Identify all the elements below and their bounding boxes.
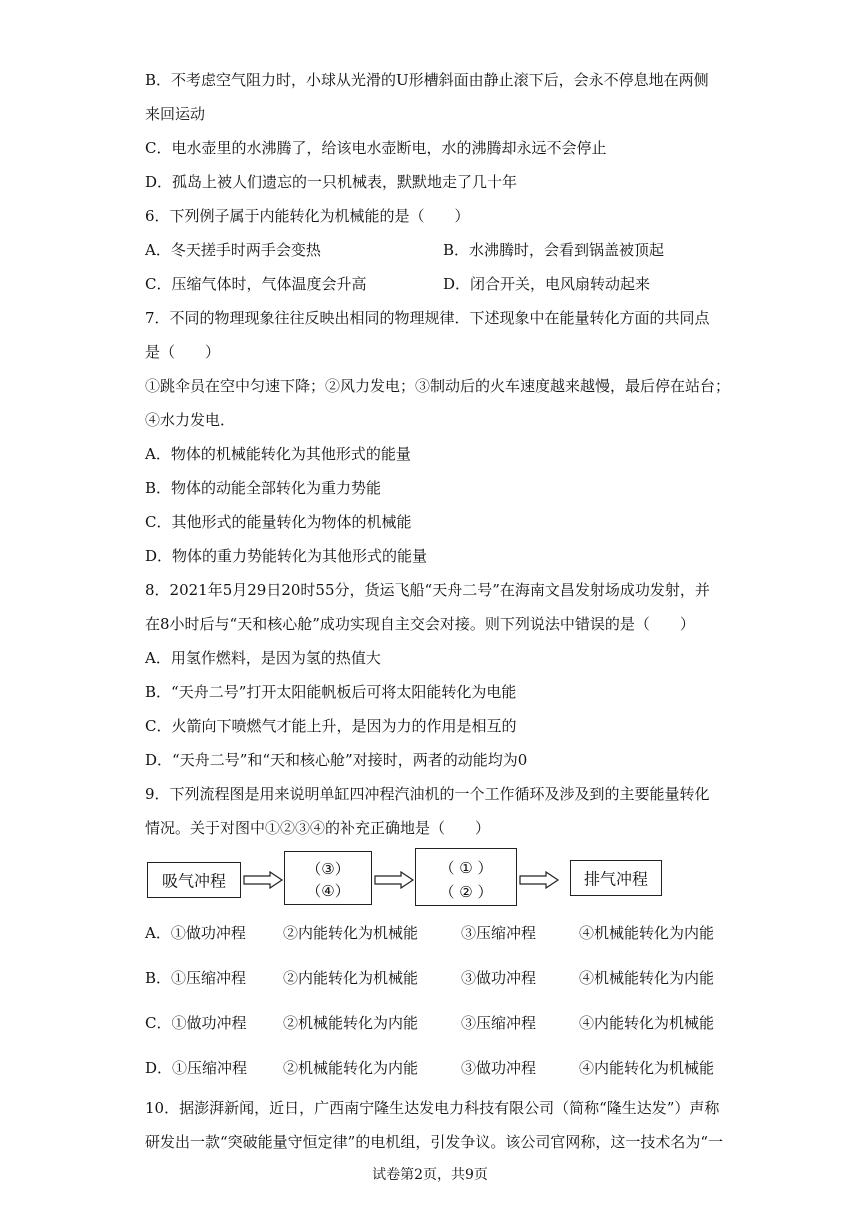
q7-option-c: C．其他形式的能量转化为物体的机械能 xyxy=(145,513,412,531)
q5-option-c: C．电水壶里的水沸腾了，给该电水壶断电，水的沸腾却永远不会停止 xyxy=(145,139,607,157)
q10-stem-line2: 研发出一款“突破能量守恒定律”的电机组，引发争议。该公司官网称，这一技术名为“一 xyxy=(145,1133,724,1151)
page-footer: 试卷第2页，共9页 xyxy=(372,1167,488,1183)
flow-box-exhaust-label: 排气冲程 xyxy=(583,869,648,889)
q9-option-d-1: D．①压缩冲程 xyxy=(145,1059,248,1077)
q9-option-c-1: C．①做功冲程 xyxy=(145,1014,247,1032)
q9-stem-line2: 情况。关于对图中①②③④的补充正确地是（ ） xyxy=(145,819,491,837)
q5-option-d: D．孤岛上被人们遗忘的一只机械表，默默地走了几十年 xyxy=(145,173,518,191)
q5-option-b-line1: B．不考虑空气阻力时，小球从光滑的U形槽斜面由静止滚下后，会永不停息地在两侧 xyxy=(145,71,709,89)
flow-box-2-bottom: （④） xyxy=(306,882,350,900)
q9-option-b-2: ②内能转化为机械能 xyxy=(283,969,419,987)
flow-box-exhaust xyxy=(570,860,662,896)
q9-option-b-3: ③做功冲程 xyxy=(461,969,537,987)
flow-arrow-2 xyxy=(373,870,415,890)
q9-option-c-4: ④内能转化为机械能 xyxy=(579,1014,715,1032)
q9-option-b-1: B．①压缩冲程 xyxy=(145,969,247,987)
q6-option-d: D．闭合开关，电风扇转动起来 xyxy=(443,275,651,293)
q7-stem-line3: ①跳伞员在空中匀速下降；②风力发电；③制动后的火车速度越来越慢，最后停在站台； xyxy=(145,377,731,395)
q7-stem-line4: ④水力发电． xyxy=(145,411,236,429)
q7-stem-line1: 7．不同的物理现象往往反映出相同的物理规律．下述现象中在能量转化方面的共同点 xyxy=(145,309,710,327)
q8-option-a: A．用氢作燃料，是因为氢的热值大 xyxy=(145,649,381,667)
q9-option-d-4: ④内能转化为机械能 xyxy=(579,1059,715,1077)
flow-arrow-1 xyxy=(242,870,284,890)
q8-option-c: C．火箭向下喷燃气才能上升，是因为力的作用是相互的 xyxy=(145,717,517,735)
q8-stem-line2: 在8小时后与“天和核心舱”成功实现自主交会对接。则下列说法中错误的是（ ） xyxy=(145,615,695,633)
q9-option-a-3: ③压缩冲程 xyxy=(461,924,537,942)
q9-option-a-4: ④机械能转化为内能 xyxy=(579,924,715,942)
q10-stem-line1: 10．据澎湃新闻，近日，广西南宁隆生达发电力科技有限公司（简称“隆生达发”）声称 xyxy=(145,1099,720,1117)
q8-option-d: D．“天舟二号”和“天和核心舱”对接时，两者的动能均为0 xyxy=(145,751,528,769)
flow-arrow-3 xyxy=(518,870,560,890)
q8-stem-line1: 8．2021年5月29日20时55分，货运飞船“天舟二号”在海南文昌发射场成功发射，并 xyxy=(145,581,710,599)
q5-option-b-line2: 来回运动 xyxy=(145,105,206,123)
q7-option-d: D．物体的重力势能转化为其他形式的能量 xyxy=(145,547,428,565)
q6-stem: 6．下列例子属于内能转化为机械能的是（ ） xyxy=(145,207,470,225)
flow-box-2 xyxy=(284,851,372,905)
q6-option-b: B．水沸腾时，会看到锅盖被顶起 xyxy=(443,241,665,259)
flow-box-intake-label: 吸气冲程 xyxy=(161,871,226,891)
q9-option-b-4: ④机械能转化为内能 xyxy=(579,969,715,987)
q9-stem-line1: 9．下列流程图是用来说明单缸四冲程汽油机的一个工作循环及涉及到的主要能量转化 xyxy=(145,785,710,803)
q6-option-a: A．冬天搓手时两手会变热 xyxy=(145,241,321,259)
q8-option-b: B．“天舟二号”打开太阳能帆板后可将太阳能转化为电能 xyxy=(145,683,517,701)
flow-box-intake xyxy=(147,862,241,898)
q9-option-a-2: ②内能转化为机械能 xyxy=(283,924,419,942)
q9-option-d-2: ②机械能转化为内能 xyxy=(283,1059,419,1077)
flow-box-2-top: （③） xyxy=(306,860,350,878)
q9-option-c-3: ③压缩冲程 xyxy=(461,1014,537,1032)
q7-option-a: A．物体的机械能转化为其他形式的能量 xyxy=(145,445,411,463)
q9-option-a-1: A．①做功冲程 xyxy=(145,924,246,942)
q6-option-c: C．压缩气体时，气体温度会升高 xyxy=(145,275,367,293)
flow-box-3 xyxy=(415,848,517,906)
flow-box-3-bottom: （ ② ） xyxy=(439,883,493,901)
q9-option-c-2: ②机械能转化为内能 xyxy=(283,1014,419,1032)
q7-option-b: B．物体的动能全部转化为重力势能 xyxy=(145,479,382,497)
flow-box-3-top: （ ① ） xyxy=(439,859,493,877)
q9-option-d-3: ③做功冲程 xyxy=(461,1059,537,1077)
q7-stem-line2: 是（ ） xyxy=(145,343,221,361)
